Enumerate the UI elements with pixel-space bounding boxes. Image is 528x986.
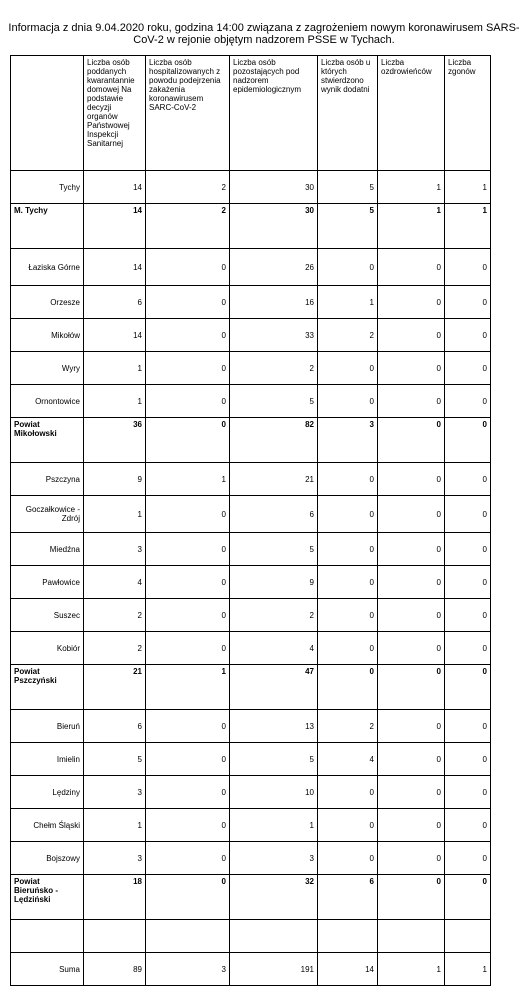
value-cell: 0 xyxy=(445,385,491,418)
value-cell: 16 xyxy=(230,286,318,319)
table-row xyxy=(11,776,491,809)
value-cell: 0 xyxy=(445,665,491,710)
value-cell: 0 xyxy=(146,776,230,809)
row-label-cell: Bojszowy xyxy=(11,842,84,875)
value-cell: 0 xyxy=(146,842,230,875)
value-cell: 0 xyxy=(378,463,445,496)
value-cell: 1 xyxy=(378,204,445,249)
value-cell: 33 xyxy=(230,319,318,352)
value-cell: 0 xyxy=(318,496,378,533)
value-cell: 0 xyxy=(146,385,230,418)
table-row xyxy=(11,566,491,599)
value-cell: 4 xyxy=(84,566,146,599)
value-cell: 0 xyxy=(378,319,445,352)
table-row xyxy=(11,743,491,776)
row-label-cell: Powiat Bieruńsko - Lędziński xyxy=(11,875,84,920)
value-cell xyxy=(318,920,378,953)
value-cell: 2 xyxy=(146,171,230,204)
value-cell: 0 xyxy=(378,632,445,665)
value-cell: 0 xyxy=(445,776,491,809)
value-cell: 10 xyxy=(230,776,318,809)
value-cell: 0 xyxy=(318,385,378,418)
value-cell: 0 xyxy=(378,599,445,632)
value-cell: 0 xyxy=(146,809,230,842)
value-cell: 5 xyxy=(230,743,318,776)
value-cell: 1 xyxy=(84,385,146,418)
value-cell: 9 xyxy=(230,566,318,599)
value-cell: 0 xyxy=(378,566,445,599)
value-cell: 0 xyxy=(445,286,491,319)
value-cell: 0 xyxy=(378,249,445,286)
value-cell: 14 xyxy=(84,204,146,249)
row-label-cell: Miedźna xyxy=(11,533,84,566)
row-label-cell: Kobiór xyxy=(11,632,84,665)
value-cell: 1 xyxy=(146,463,230,496)
value-cell: 4 xyxy=(230,632,318,665)
value-cell: 0 xyxy=(378,875,445,920)
table-row xyxy=(11,352,491,385)
value-cell: 1 xyxy=(84,496,146,533)
value-cell: 0 xyxy=(378,809,445,842)
value-cell: 47 xyxy=(230,665,318,710)
value-cell: 5 xyxy=(318,171,378,204)
value-cell: 0 xyxy=(378,842,445,875)
value-cell: 1 xyxy=(378,171,445,204)
value-cell: 26 xyxy=(230,249,318,286)
header-cell-recovered: Liczba ozdrowieńców xyxy=(378,56,445,171)
value-cell: 14 xyxy=(84,249,146,286)
table-row xyxy=(11,533,491,566)
value-cell xyxy=(378,920,445,953)
value-cell: 0 xyxy=(445,418,491,463)
row-label-cell: Wyry xyxy=(11,352,84,385)
value-cell: 0 xyxy=(146,599,230,632)
value-cell: 0 xyxy=(318,533,378,566)
value-cell: 6 xyxy=(84,286,146,319)
value-cell: 0 xyxy=(445,566,491,599)
value-cell: 1 xyxy=(445,204,491,249)
value-cell: 18 xyxy=(84,875,146,920)
table-row xyxy=(11,385,491,418)
covid-statistics-table xyxy=(10,55,491,986)
row-label-cell: Chełm Śląski xyxy=(11,809,84,842)
table-row xyxy=(11,842,491,875)
value-cell: 0 xyxy=(378,286,445,319)
value-cell: 0 xyxy=(378,418,445,463)
value-cell: 0 xyxy=(445,809,491,842)
value-cell: 0 xyxy=(146,286,230,319)
value-cell xyxy=(445,920,491,953)
value-cell: 0 xyxy=(146,533,230,566)
value-cell: 2 xyxy=(84,632,146,665)
value-cell: 0 xyxy=(445,599,491,632)
value-cell: 14 xyxy=(84,171,146,204)
value-cell: 6 xyxy=(84,710,146,743)
value-cell: 0 xyxy=(445,352,491,385)
value-cell: 0 xyxy=(146,352,230,385)
row-label-cell: Tychy xyxy=(11,171,84,204)
value-cell: 0 xyxy=(318,842,378,875)
value-cell: 0 xyxy=(445,875,491,920)
value-cell: 0 xyxy=(445,319,491,352)
table-row xyxy=(11,710,491,743)
value-cell: 2 xyxy=(230,599,318,632)
row-label-cell: Bieruń xyxy=(11,710,84,743)
value-cell: 1 xyxy=(445,953,491,986)
value-cell: 0 xyxy=(318,566,378,599)
value-cell: 0 xyxy=(378,352,445,385)
value-cell: 0 xyxy=(318,352,378,385)
value-cell: 0 xyxy=(445,463,491,496)
value-cell: 3 xyxy=(84,842,146,875)
value-cell: 2 xyxy=(318,319,378,352)
table-row xyxy=(11,171,491,204)
value-cell: 0 xyxy=(318,599,378,632)
value-cell: 21 xyxy=(230,463,318,496)
value-cell: 3 xyxy=(230,842,318,875)
value-cell xyxy=(230,920,318,953)
value-cell: 0 xyxy=(445,496,491,533)
row-label-cell: Mikołów xyxy=(11,319,84,352)
value-cell xyxy=(84,920,146,953)
value-cell: 2 xyxy=(84,599,146,632)
value-cell: 6 xyxy=(230,496,318,533)
table-row xyxy=(11,809,491,842)
value-cell: 2 xyxy=(230,352,318,385)
value-cell: 0 xyxy=(146,249,230,286)
value-cell: 1 xyxy=(84,352,146,385)
value-cell: 5 xyxy=(230,533,318,566)
value-cell: 0 xyxy=(445,710,491,743)
row-label-cell: Orzesze xyxy=(11,286,84,319)
row-label-cell: Lędziny xyxy=(11,776,84,809)
value-cell: 14 xyxy=(84,319,146,352)
row-label-cell: Suma xyxy=(11,953,84,986)
value-cell: 14 xyxy=(318,953,378,986)
value-cell: 1 xyxy=(378,953,445,986)
row-label-cell: Powiat Mikołowski xyxy=(11,418,84,463)
value-cell: 191 xyxy=(230,953,318,986)
row-label-cell xyxy=(11,920,84,953)
value-cell: 0 xyxy=(378,665,445,710)
value-cell: 0 xyxy=(378,496,445,533)
table-row xyxy=(11,496,491,533)
row-label-cell: Imielin xyxy=(11,743,84,776)
value-cell: 9 xyxy=(84,463,146,496)
value-cell: 13 xyxy=(230,710,318,743)
value-cell: 3 xyxy=(84,776,146,809)
value-cell: 2 xyxy=(146,204,230,249)
value-cell: 0 xyxy=(318,665,378,710)
row-label-cell: Powiat Pszczyński xyxy=(11,665,84,710)
table-row xyxy=(11,665,491,710)
value-cell: 0 xyxy=(445,842,491,875)
table-row xyxy=(11,599,491,632)
value-cell: 0 xyxy=(378,743,445,776)
header-cell-hospitalized: Liczba osób hospitalizowanych z powodu podejrzenia zakażenia koronawirusem SARC-CoV-2 xyxy=(146,56,230,171)
value-cell: 1 xyxy=(146,665,230,710)
row-label-cell: Ornontowice xyxy=(11,385,84,418)
table-row xyxy=(11,319,491,352)
value-cell: 3 xyxy=(84,533,146,566)
value-cell: 6 xyxy=(318,875,378,920)
value-cell: 0 xyxy=(318,632,378,665)
header-cell-quarantine: Liczba osób poddanych kwarantannie domowej Na podstawie decyzji organów Państwowej Inspekcji Sanitarnej xyxy=(84,56,146,171)
value-cell: 0 xyxy=(146,319,230,352)
table-row xyxy=(11,632,491,665)
value-cell: 0 xyxy=(146,875,230,920)
value-cell: 0 xyxy=(318,776,378,809)
value-cell: 0 xyxy=(378,385,445,418)
value-cell: 30 xyxy=(230,171,318,204)
header-cell-positive: Liczba osób u których stwierdzono wynik dodatni xyxy=(318,56,378,171)
value-cell: 0 xyxy=(378,776,445,809)
value-cell: 0 xyxy=(445,743,491,776)
value-cell: 1 xyxy=(318,286,378,319)
page-title: Informacja z dnia 9.04.2020 roku, godzina 14:00 związana z zagrożeniem nowym koronawirusem SARS-CoV-2 w rejonie objętym nadzorem PSSE w Tychach. xyxy=(8,22,520,46)
row-label-cell: Goczałkowice - Zdrój xyxy=(11,496,84,533)
header-row xyxy=(11,56,491,171)
value-cell: 0 xyxy=(318,809,378,842)
value-cell: 0 xyxy=(146,743,230,776)
value-cell: 0 xyxy=(146,496,230,533)
row-label-cell: Pawłowice xyxy=(11,566,84,599)
value-cell: 0 xyxy=(146,710,230,743)
value-cell: 36 xyxy=(84,418,146,463)
table-row xyxy=(11,463,491,496)
header-cell-deaths: Liczba zgonów xyxy=(445,56,491,171)
value-cell: 89 xyxy=(84,953,146,986)
value-cell: 0 xyxy=(146,566,230,599)
table-row xyxy=(11,286,491,319)
value-cell: 0 xyxy=(445,533,491,566)
value-cell: 2 xyxy=(318,710,378,743)
value-cell: 3 xyxy=(318,418,378,463)
value-cell: 0 xyxy=(318,463,378,496)
table-row xyxy=(11,204,491,249)
value-cell: 4 xyxy=(318,743,378,776)
value-cell: 5 xyxy=(318,204,378,249)
value-cell: 1 xyxy=(84,809,146,842)
value-cell: 32 xyxy=(230,875,318,920)
row-label-cell: Łaziska Górne xyxy=(11,249,84,286)
value-cell: 1 xyxy=(445,171,491,204)
value-cell: 1 xyxy=(230,809,318,842)
value-cell: 5 xyxy=(84,743,146,776)
value-cell: 0 xyxy=(378,710,445,743)
table-row xyxy=(11,418,491,463)
value-cell: 5 xyxy=(230,385,318,418)
header-cell-empty xyxy=(11,56,84,171)
row-label-cell: Pszczyna xyxy=(11,463,84,496)
row-label-cell: M. Tychy xyxy=(11,204,84,249)
table-row xyxy=(11,875,491,920)
value-cell: 0 xyxy=(445,249,491,286)
empty-row xyxy=(11,920,491,953)
value-cell: 82 xyxy=(230,418,318,463)
sum-row xyxy=(11,953,491,986)
value-cell: 21 xyxy=(84,665,146,710)
value-cell: 0 xyxy=(146,418,230,463)
header-cell-supervised: Liczba osób pozostających pod nadzorem epidemiologicznym xyxy=(230,56,318,171)
value-cell xyxy=(146,920,230,953)
value-cell: 0 xyxy=(445,632,491,665)
table-row xyxy=(11,249,491,286)
value-cell: 3 xyxy=(146,953,230,986)
value-cell: 0 xyxy=(378,533,445,566)
value-cell: 0 xyxy=(146,632,230,665)
value-cell: 0 xyxy=(318,249,378,286)
value-cell: 30 xyxy=(230,204,318,249)
row-label-cell: Suszec xyxy=(11,599,84,632)
